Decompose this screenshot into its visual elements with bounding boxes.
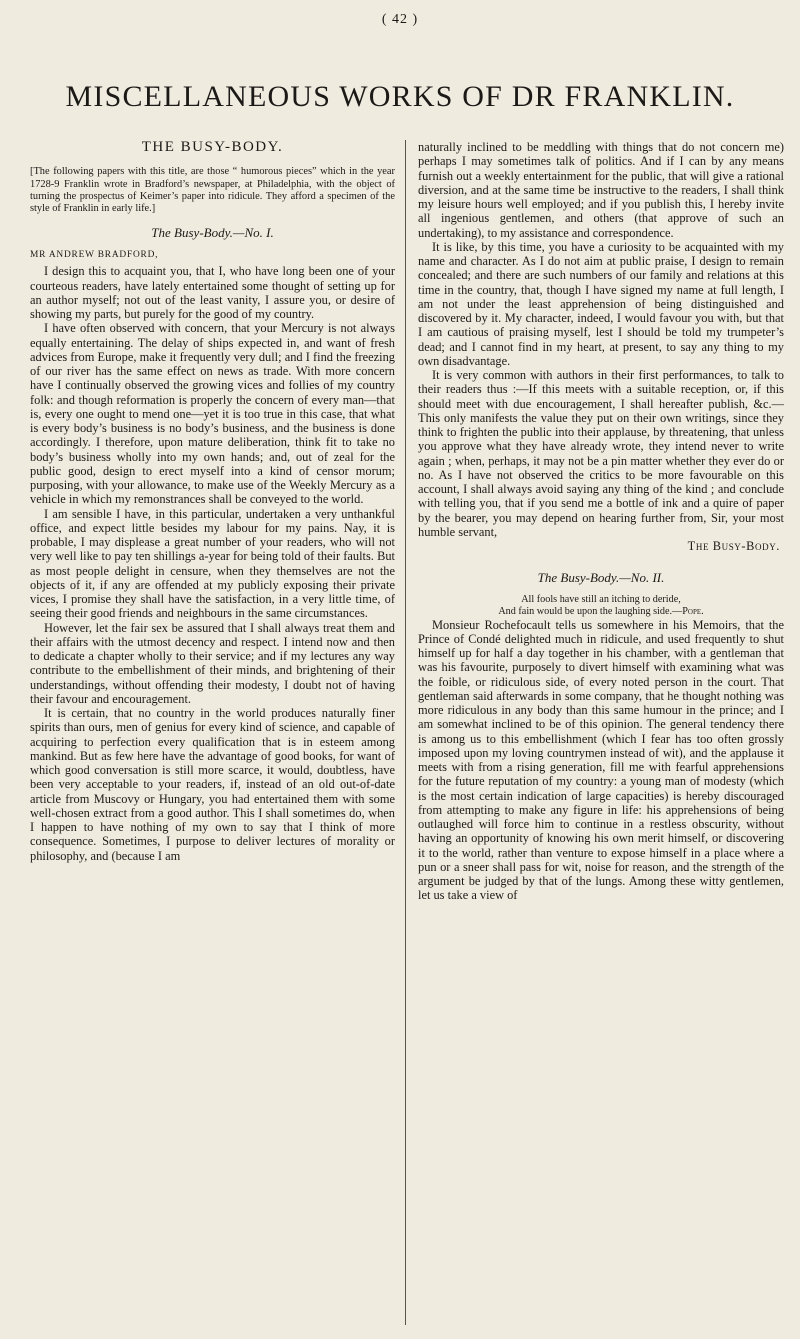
paragraph: It is like, by this time, you have a curiosity to be acquainted with my name and character. As I do not aim at public praise, I design to remain concealed; and there are such numbers of our family and relations at this time in the country, that, though I have signed my name at full length, I am not under the least apprehension of being distinguished and discovered by it. My character, indeed, I would favour you with, but that I am cautious of praising myself, lest I should be told my trumpeter’s dead; and I cannot find in my heart, at present, to say any thing to my own disadvantage. (418, 239, 784, 368)
column-divider (405, 140, 406, 1325)
running-head: MISCELLANEOUS WORKS OF DR FRANKLIN. (65, 80, 735, 114)
paragraph: However, let the fair sex be assured that I shall always treat them and their affairs with the utmost decency and respect. I intend now and then to dedicate a chapter wholly to their service; and if my lectures any way contribute to the embellishment of their minds, and brightening of their understandings, without offending their modesty, I doubt not of having their favour and encouragement. (30, 620, 395, 706)
epigraph-line-text: And fain would be upon the laughing side.— (498, 605, 683, 617)
left-column (30, 140, 395, 1320)
busy-body-no2-heading: The Busy-Body.—No. II. (537, 570, 665, 586)
paragraph: I design this to acquaint you, that I, who have long been one of your courteous readers, have lately entertained some thought of setting up for an author myself; not out of the least vanity, I assure you, or desire of showing my parts, but purely for the good of my country. (30, 264, 395, 322)
right-column (418, 140, 784, 1320)
epigraph (418, 594, 784, 618)
paragraph: It is very common with authors in their first performances, to talk to their readers thus :—If this meets with a suitable reception, or, if this should meet with due encouragement, I shall hereafter publish, &c.— This only manifests the value they put on their own writings, since they think to frighten the public into their applause, by threatening, that unless you approve what they have already wrote, they intend never to write again ; when, perhaps, it may not be a pin matter whether they ever do or no. As I have not observed the critics to be more favourable on this account, I shall always avoid saying any thing of the kind ; and conclude with telling you, that if you send me a bottle of ink and a quire of paper by the bearer, you may depend on hearing further from, Sir, your most humble servant, (418, 368, 784, 539)
busy-body-no1-heading: The Busy-Body.—No. I. (151, 224, 274, 240)
epigraph-attribution: Pope. (682, 605, 704, 617)
paragraph-continued: naturally inclined to be meddling with things that do not concern me) perhaps I may sometimes talk of politics. And if I can by any means furnish out a weekly entertainment for the public, that will give a rational diversion, and at the same time be instructive to the readers, I shall think my leisure hours well employed; and if you publish this, I hereby invite all ingenious gentlemen, and others (that approve of such an undertaking), to my assistance and correspondence. (418, 140, 784, 240)
paragraph: Monsieur Rochefocault tells us somewhere in his Memoirs, that the Prince of Condé delighted much in ridicule, and used frequently to shut himself up for half a day together in his chamber, with a gentleman that was his favourite, purposely to divert himself with examining what was the foible, or ridiculous side, of every noted person in the court. That gentleman said afterwards in some company, that he thought nothing was more ridiculous in any body than this same humour in the prince; and I am somewhat inclined to be of this opinion. The general tendency there is among us to this embellishment (which I fear has too often grossly imposed upon my loving countrymen instead of wit), and the applause it meets with from a rising generation, fill me with fearful apprehensions for the future reputation of my country: a young man of modesty (which is the most certain indication of large capacities) is hereby discouraged from attempting to make any figure in life: his apprehensions of being outlaughed will force him to continue in a restless obscurity, without having an opportunity of knowing his own merit himself, or discovering it to the world, rather than venture to expose himself in a place where a pun or a sneer shall pass for wit, noise for reason, and the strength of the argument be judged by that of the lungs. Among these witty gentlemen, let us take a view of (418, 617, 784, 903)
paragraph: It is certain, that no country in the world produces naturally finer spirits than ours, men of genius for every kind of science, and capable of acquiring to perfection every qualification that is in esteem among mankind. But as few here have the advantage of good books, for want of which good conversation is still more scarce, it would, doubtless, have been very acceptable to your readers, if, instead of an old out-of-date article from Muscovy or Hungary, you had entertained them with some well-chosen extract from a good author. This I shall sometimes do, when I happen to have nothing of my own to say that I think of more consequence. Sometimes, I purpose to deliver lectures of morality or philosophy, and (because I am (30, 706, 395, 863)
signature: The Busy-Body. (687, 539, 780, 553)
addressee: MR ANDREW BRADFORD, (30, 250, 159, 261)
editor-note: [The following papers with this title, are those “ humorous pieces” which in the year 1728-9 Franklin wrote in Bradford’s newspaper, at Philadelphia, with the object of turning the prospectus of Keimer’s paper into ridicule. They afford a specimen of the style of Franklin in early life.] (30, 166, 395, 215)
epigraph-line: All fools have still an itching to deride, (521, 593, 681, 605)
paragraph: I have often observed with concern, that your Mercury is not always equally entertaining. The delay of ships expected in, and want of fresh advices from Europe, make it frequently very dull; and I find the freezing of our river has the same effect on news as trade. With more concern have I continually observed the growing vices and follies of my country folk: and though reformation is properly the concern of every man—that is, every one ought to mend one—yet it is too true in this case, that what is every body’s business is no body’s business, and the business is done accordingly. I therefore, upon mature deliberation, think fit to take no body’s business wholly into my own hands; and, out of zeal for the public good, design to erect myself into a kind of censor morum; purposing, with your allowance, to make use of the Weekly Mercury as a vehicle in which my remonstrances shall be conveyed to the world. (30, 321, 395, 507)
paragraph: I am sensible I have, in this particular, undertaken a very unthankful office, and expect little besides my labour for my pains. Nay, it is probable, I may displease a great number of your readers, who will not very well like to pay ten shillings a-year for being told of their faults. But as most people delight in censure, when they themselves are not the objects of it, if any are offended at my publicly exposing their private vices, I promise they shall have the satisfaction, in a very little time, of seeing their good friends and neighbours in the same circumstances. (30, 506, 395, 621)
article-title: THE BUSY-BODY. (141, 140, 284, 155)
page-number: ( 42 ) (381, 12, 419, 27)
epigraph-line (418, 606, 784, 618)
